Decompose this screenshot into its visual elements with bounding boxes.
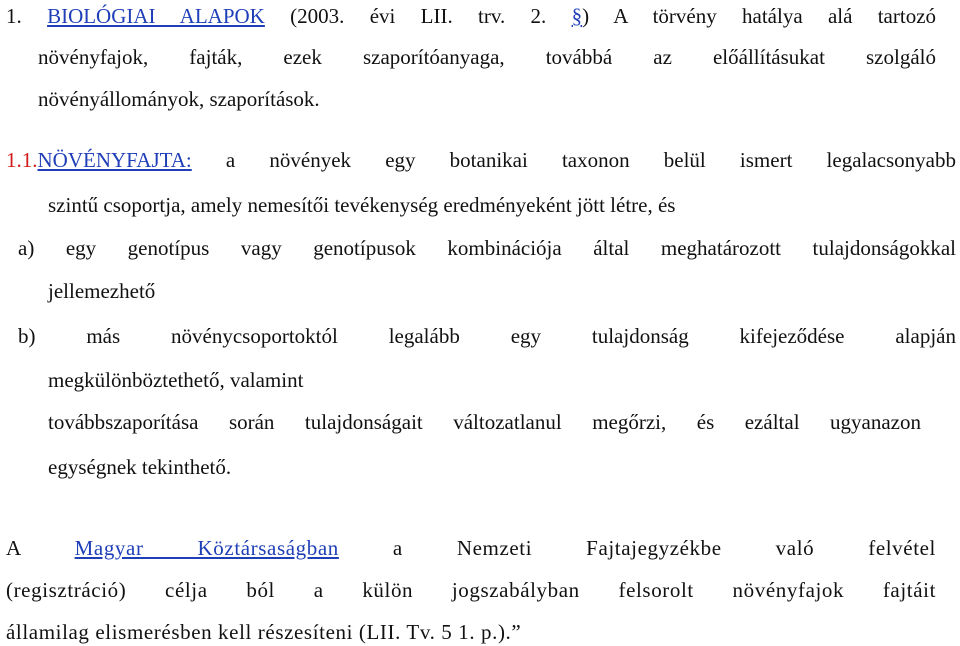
biological-basics-link[interactable]: BIOLÓGIAI ALAPOK bbox=[47, 4, 265, 28]
item-b-line-2: megkülönböztethető, valamint bbox=[48, 368, 304, 392]
section-1-line-1-rest: ) A törvény hatálya alá tartozó bbox=[582, 4, 937, 28]
quote-line-2: (regisztráció) célja ból a külön jogszabályban felsorolt növényfajok fajtáit bbox=[6, 578, 936, 602]
item-c-line-2: egységnek tekinthető. bbox=[48, 455, 232, 479]
item-a-line-2: jellemezhető bbox=[48, 279, 156, 303]
section-1-line-1 bbox=[6, 2, 936, 30]
item-a-line-1: a) egy genotípus vagy genotípusok kombinációja által meghatározott tulajdonságokkal bbox=[18, 236, 956, 260]
quote-article: A bbox=[6, 536, 21, 560]
section-1-1-line-2: szintű csoportja, amely nemesítői tevékenység eredményeként jött létre, és bbox=[48, 193, 676, 217]
subsection-number: 1.1. bbox=[6, 148, 38, 172]
section-1-line-3: növényállományok, szaporítások. bbox=[38, 87, 320, 111]
section-sign-link[interactable]: § bbox=[571, 4, 583, 28]
item-c-line-1: továbbszaporítása során tulajdonságait változatlanul megőrzi, és ezáltal ugyanazon bbox=[48, 410, 921, 434]
law-reference: (2003. évi LII. trv. 2. bbox=[290, 4, 547, 28]
plant-variety-term-link[interactable]: NÖVÉNYFAJTA: bbox=[37, 148, 192, 172]
quote-line-3: államilag elismerésben kell részesíteni (LII. Tv. 5 1. p.).” bbox=[6, 620, 522, 644]
section-number: 1. bbox=[6, 4, 22, 28]
item-b-line-1: b) más növénycsoportoktól legalább egy tulajdonság kifejeződése alapján bbox=[18, 324, 956, 348]
section-1-1-line-1-rest: a növények egy botanikai taxonon belül ismert legalacsonyabb bbox=[225, 148, 956, 172]
section-1-line-2: növényfajok, fajták, ezek szaporítóanyaga, továbbá az előállításukat szolgáló bbox=[38, 45, 936, 69]
section-1-1-line-1 bbox=[6, 146, 956, 174]
quote-line-1 bbox=[6, 534, 936, 562]
hungarian-republic-link[interactable]: Magyar Köztársaságban bbox=[74, 536, 339, 560]
quote-line-1-rest: a Nemzeti Fajtajegyzékbe való felvétel bbox=[392, 536, 936, 560]
